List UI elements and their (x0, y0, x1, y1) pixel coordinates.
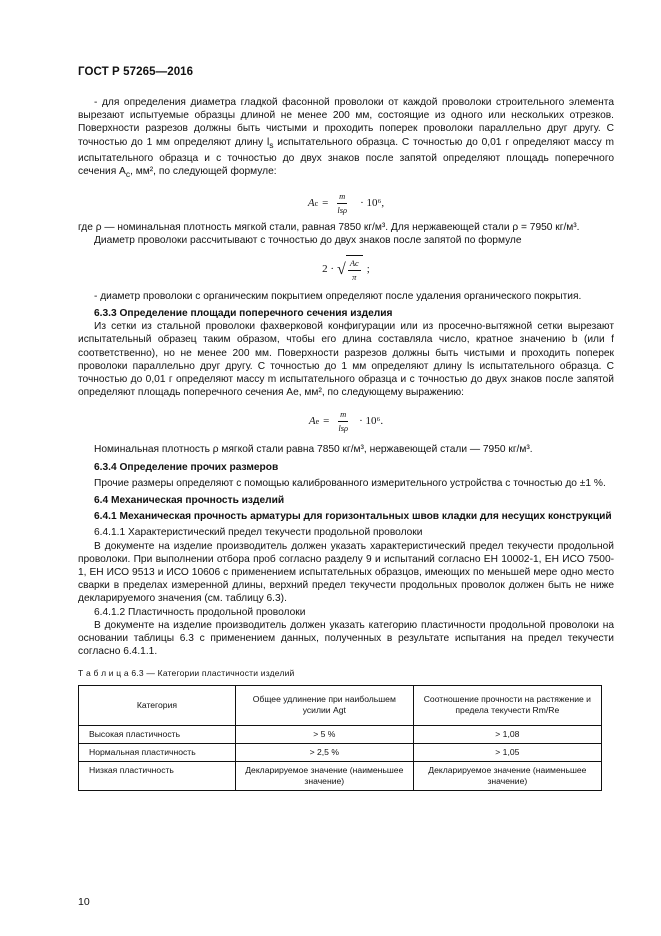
table-cell: Декларируемое значение (наименьшее значение) (413, 761, 601, 790)
table-header: Общее удлинение при наибольшем усилии Agt (235, 685, 413, 725)
table-cell: Низкая пластичность (79, 761, 236, 790)
paragraph-diameter-method: - для определения диаметра гладкой фасонной проволоки от каждой проволоки строительного элемента вырезают испытуемые образцы длиной не менее 200 мм, состоящие из одного или нескольких отрезков. Поверхности разрезов должны быть чистыми и проходить поперек проволоки параллельно друг другу. С точностью до 1 мм определяют длину $l_s$ испытательного образца. С точностью до 0,01 г определяют массу m испытательного образца и с точностью до двух знаков после запятой определяют площадь поперечного сечения $A_c$, мм², по следующей формуле: (78, 97, 615, 180)
heading-6-4-1-2: 6.4.1.2 Пластичность продольной проволоки (94, 606, 306, 618)
table-cell: > 2,5 % (235, 743, 413, 761)
paragraph-cross-section: Из сетки из стальной проволоки фахверковой конфигурации или из просечно-вытяжной сетки вырезают испытательный образец таким образом, чтобы его длина составляла число, кратное значению b (или f соответственно), но не менее 200 мм. Поверхности разрезов должны быть чистыми и проходить поперек проволоки параллельно друг другу. С точностью до 1 мм определяют длину ls испытательного образца. С точностью до 0,01 г определяют массу m испытательного образца и с точностью до двух знаков после запятой определяют площадь поперечного сечения Ae, мм², по следующему выражению: (78, 321, 614, 399)
table-header: Категория (79, 685, 236, 725)
formula-ae: A e = $\frac{m}{\text{lsρ}}$ · 10⁶. (308, 408, 384, 433)
heading-6-4-1: 6.4.1 Механическая прочность арматуры для горизонтальных швов кладки для несущих конструкций (94, 511, 612, 523)
paragraph-diameter-formula-intro: Диаметр проволоки рассчитывают с точностью до двух знаков после запятой по формуле (94, 235, 522, 247)
heading-6-4-1-1: 6.4.1.1 Характеристический предел текучести продольной проволоки (94, 527, 423, 539)
ductility-table (78, 685, 602, 791)
table-caption: Т а б л и ц а 6.3 — Категории пластичности изделий (78, 668, 295, 679)
paragraph-ductility: В документе на изделие производитель должен указать категорию пластичности продольной проволоки на основании таблицы 6.3 с применением данных, полученных в результате испытания на предел текучести согласно 6.4.1.1. (78, 619, 614, 658)
table-header-row (79, 685, 602, 725)
table-cell: > 1,08 (413, 725, 601, 743)
document-body (78, 96, 614, 791)
heading-6-3-4: 6.3.4 Определение прочих размеров (94, 461, 279, 473)
paragraph-yield-strength: В документе на изделие производитель должен указать характеристический предел текучести продольной проволоки. При выполнении отбора проб согласно разделу 9 и испытаний согласно ЕН 10002-1, ЕН ИСО 7500-1, ЕН ИСО 9513 и ИСО 10606 с применением испытательных образцов, имеющих по меньшей мере одно место сварки в пределах измеренной длины, верхний предел текучести продольных проволок должен быть не ниже декларируемого значения (см. таблицу 6.3). (78, 540, 614, 605)
page-number: 10 (78, 896, 90, 908)
paragraph-organic-coating: - диаметр проволоки с органическим покрытием определяют после удаления органического покрытия. (94, 290, 582, 302)
table-cell: Нормальная пластичность (79, 743, 236, 761)
table-cell: > 5 % (235, 725, 413, 743)
table-row (79, 743, 602, 761)
table-row (79, 761, 602, 790)
table-cell: Декларируемое значение (наименьшее значение) (235, 761, 413, 790)
formula-diameter: 2 · √ $\frac{Ac}{\pi}$ ; (78, 250, 614, 290)
document-header: ГОСТ Р 57265—2016 (78, 66, 194, 78)
paragraph-other-dimensions: Прочие размеры определяют с помощью калиброванного измерительного устройства с точностью до ±1 %. (94, 477, 606, 489)
heading-6-3-3: 6.3.3 Определение площади поперечного сечения изделия (94, 307, 393, 319)
table-cell: > 1,05 (413, 743, 601, 761)
table-row (79, 725, 602, 743)
paragraph-density: где ρ — номинальная плотность мягкой стали, равная 7850 кг/м³. Для нержавеющей стали ρ = 7950 кг/м³. (78, 222, 580, 234)
paragraph-nominal-density: Номинальная плотность ρ мягкой стали равна 7850 кг/м³, нержавеющей стали — 7950 кг/м³. (94, 444, 533, 456)
table-cell: Высокая пластичность (79, 725, 236, 743)
formula-ac: A c = $\frac{m}{\text{lsρ}}$ · 10⁶, (307, 190, 385, 215)
heading-6-4: 6.4 Механическая прочность изделий (94, 494, 285, 506)
table-header: Соотношение прочности на растяжение и предела текучести Rm/Re (413, 685, 601, 725)
